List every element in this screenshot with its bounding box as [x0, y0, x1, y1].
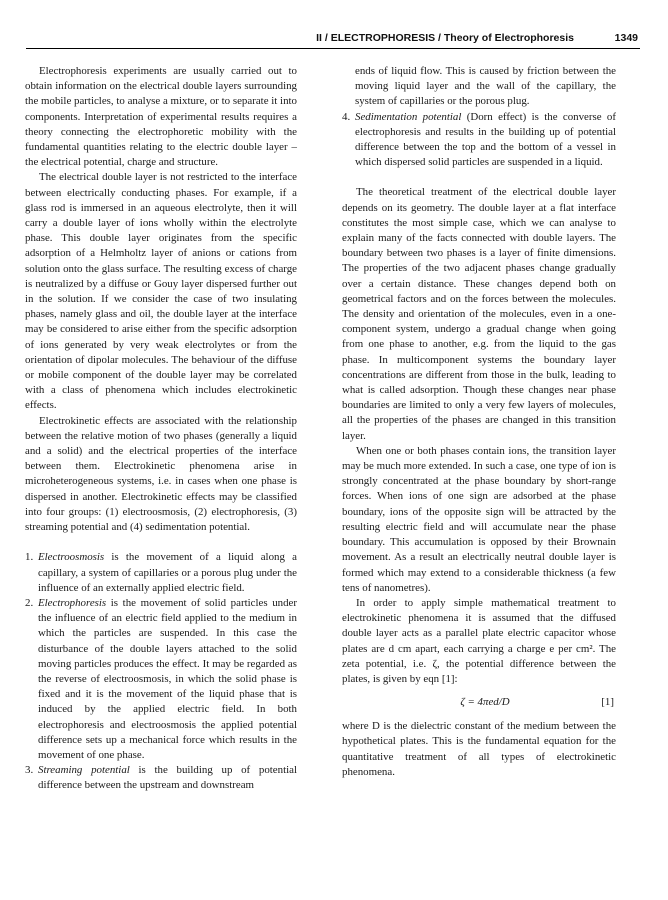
ions-paragraph: When one or both phases contain ions, the transition layer may be much more extended. In such a case, one type of ion is strongly concentrated at the phase boundary by short-range forces. When ions of one sign are adsorbed at the phase boundary, ions of the opposite sign will be attracted by the resulting electric field and will accumulate near the phase boundary. This accumulation is opposed by their Brownain movement. As a result an electrically neutral double layer is formed which may extend to a considerable thickness (a few tens of nanometres).: [342, 444, 616, 594]
zeta-potential-equation: [342, 695, 616, 710]
list-item-term: Streaming potential: [38, 764, 130, 777]
list-item-number: 1.: [25, 551, 34, 564]
list-item-number: 4.: [342, 110, 351, 123]
list-item-term: Electrophoresis: [38, 596, 107, 609]
list-item-sedimentation-potential: [342, 110, 616, 171]
list-item-text: is the movement of a liquid along a capillary, a system of capillaries or a porous plug under the influence of an externally applied electric field.: [38, 551, 297, 594]
list-item-text: (Dorn effect) is the converse of electrophoresis and results in the building up of potential difference between the top and the bottom of a vessel in which dispersed solid particles are suspended in a liquid.: [355, 110, 616, 169]
list-item-text: ends of liquid flow. This is caused by friction between the moving liquid layer and the wall of the capillary, the system of capillaries or the porous plug.: [355, 65, 616, 108]
list-item-term: Sedimentation potential: [355, 110, 462, 123]
electrokinetic-effects-paragraph: Electrokinetic effects are associated with the relationship between the relative motion of two phases (generally a liquid and a solid) and the electrical properties of the interface between them. Electrokinetic phenomena arise in microheterogeneous systems, i.e. in cases when one phase is dispersed in another. Electrokinetic effects may be classified into four groups: (1) electroosmosis, (2) electrophoresis, (3) streaming potential and (4) sedimentation potential.: [25, 414, 297, 534]
list-item-number: 2.: [25, 596, 34, 609]
spacer: [342, 170, 616, 185]
list-item-text: is the movement of solid particles under the influence of an electric field applied to the medium in which the particles are suspended. In this case the disturbance of the double layers attached to the solid moving particles produces the effect. It may be regarded as the reverse of electroosmosis, in which the solid phase is fixed and it is the movement of the liquid phase that is induced by the applied electric field. In both electrophoresis and electroosmosis the applied potential difference sets up a mechanical force which results in the movement of one phase.: [38, 596, 297, 761]
capacitor-model-paragraph: In order to apply simple mathematical treatment to electrokinetic phenomena it is assumed that the diffused double layer acts as a parallel plate electric capacitor whose plates are d cm apart, each carrying a charge e per cm². The zeta potential, i.e. ζ, the potential difference between the plates, is given by eqn [1]:: [342, 596, 616, 685]
right-column: [342, 64, 616, 780]
list-item-term: Electroosmosis: [38, 551, 105, 564]
list-item-text: is the building up of potential difference between the upstream and downstream: [38, 764, 297, 792]
list-item-number: 3.: [25, 764, 34, 777]
list-item-streaming-potential-continued: [342, 64, 616, 110]
list-item-electroosmosis: [25, 550, 297, 596]
spacer: [25, 535, 297, 550]
left-column: [25, 64, 297, 794]
intro-paragraph: Electrophoresis experiments are usually carried out to obtain information on the electrical double layers surrounding the mobile particles, to analyse a mixture, or to separate it into components. Interpretation of experimental results requires a theory connecting the electrophoretic mobility with the fundamental quantities relating to the electric double layer – the electrical potential, charge and structure.: [25, 65, 297, 169]
electrokinetic-effects-list: [25, 550, 297, 793]
equation-formula: ζ = 4πed/D: [460, 696, 510, 709]
running-header: [26, 26, 640, 49]
running-head-title: II / ELECTROPHORESIS / Theory of Electrophoresis: [316, 32, 574, 44]
list-item-electrophoresis: [25, 596, 297, 763]
list-item-streaming-potential: [25, 763, 297, 793]
page-number: 1349: [614, 32, 638, 44]
double-layer-paragraph: The electrical double layer is not restricted to the interface between electrically conducting phases. For example, if a glass rod is immersed in an aqueous electrolyte, then it will carry a double layer of ions wholly within the electrolyte phase. This double layer originates from the specific adsorption of a Helmholtz layer of anions or cations from solution onto the glass surface. The resulting excess of charge is neutralized by a diffuse or Gouy layer dispersed further out in the solution. If we consider the case of two insulating phases, namely glass and oil, the double layer at the interface may be considered to arise either from the specific adsorption of ions generated by very weak electrolytes or from the orientation of dipolar molecules. The behaviour of the diffuse or mobile component of the double layer may be correlated with a class of phenomena which includes electrokinetic effects.: [25, 171, 297, 412]
theory-paragraph: The theoretical treatment of the electrical double layer depends on its geometry. The double layer at a flat interface constitutes the most simple case, which we can analyse to explain many of the facts connected with double layers. The boundary between two phases is a layer of finite dimensions. The properties of the two adjacent phases change gradually over a certain distance. These changes depend both on geometrical factors and on the forces between the molecules. The density and orientation of the molecules, even in a one-component system, undergo a gradual change when going from one phase to another, e.g. from the liquid to the gas phase. In multicomponent systems the boundary layer concentrations are different from those in the bulk, leading to what is called adsorption. Though these changes near phase boundaries are limited to only a very few layers of molecules, all the properties of the phases are changed in this transition layer.: [342, 186, 616, 442]
equation-number: [1]: [601, 696, 614, 709]
closing-paragraph: where D is the dielectric constant of the medium between the hypothetical plates. This is the fundamental equation for the quantitative treatment of all types of electrokinetic phenomena.: [342, 720, 616, 778]
